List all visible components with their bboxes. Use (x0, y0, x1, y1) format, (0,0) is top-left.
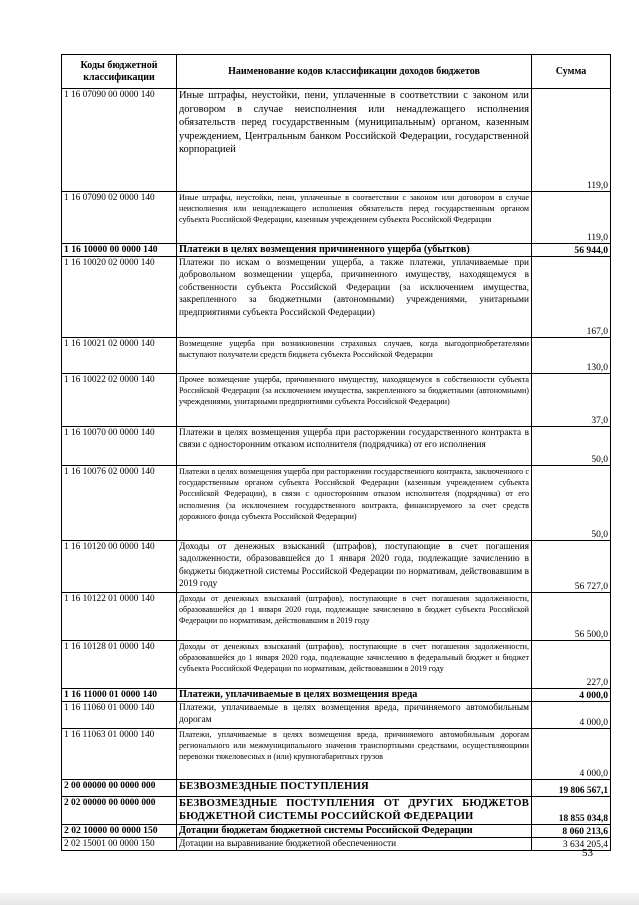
row-name: Платежи в целях возмещения ущерба при расторжении государственного контракта в связи с односторонним отказом исполнителя (подрядчика) от его исполнения (177, 427, 532, 466)
row-name: БЕЗВОЗМЕЗДНЫЕ ПОСТУПЛЕНИЯ ОТ ДРУГИХ БЮДЖЕТОВ БЮДЖЕТНОЙ СИСТЕМЫ РОССИЙСКОЙ ФЕДЕРАЦИИ (177, 797, 532, 825)
row-sum: 18 855 034,8 (532, 797, 611, 825)
row-sum: 56 500,0 (532, 593, 611, 641)
row-code: 1 16 07090 00 0000 140 (62, 89, 177, 192)
row-sum: 167,0 (532, 257, 611, 338)
row-code: 2 02 00000 00 0000 000 (62, 797, 177, 825)
header-name: Наименование кодов классификации доходов бюджетов (177, 55, 532, 89)
table-row (62, 729, 611, 780)
row-name: Доходы от денежных взысканий (штрафов), поступающие в счет погашения задолженности, образовавшейся до 1 января 2020 года, подлежащие зачислению в бюджет субъекта Российской Федерации по нормативам, действовавшим в 2019 году (177, 593, 532, 641)
row-code: 1 16 10021 02 0000 140 (62, 338, 177, 374)
row-code: 1 16 11060 01 0000 140 (62, 702, 177, 729)
row-name: Дотации бюджетам бюджетной системы Российской Федерации (177, 825, 532, 838)
row-name: Дотации на выравнивание бюджетной обеспеченности (177, 838, 532, 851)
header-code: Коды бюджетной классификации (62, 55, 177, 89)
page-number: 53 (582, 847, 593, 859)
table-row (62, 374, 611, 427)
table-row (62, 641, 611, 689)
table-row (62, 257, 611, 338)
row-name: Платежи, уплачиваемые в целях возмещения вреда, причиняемого автомобильным дорогам регионального или межмуниципального значения транспортными средствами, осуществляющими перевозки тяжеловесных и (или) крупногабаритных грузов (177, 729, 532, 780)
row-sum: 50,0 (532, 427, 611, 466)
row-sum: 130,0 (532, 338, 611, 374)
row-sum: 3 634 205,4 (532, 838, 611, 851)
row-name: Платежи в целях возмещения ущерба при расторжении государственного контракта, заключенного с государственным органом субъекта Российской Федерации (казенным учреждением субъекта Российской Федерации), в связи с односторонним отказом исполнителя (подрядчика) от его исполнения (за исключением государственного контракта, финансируемого за счет средств дорожного фонда субъекта Российской Федерации) (177, 466, 532, 541)
row-sum: 4 000,0 (532, 702, 611, 729)
row-code: 1 16 10122 01 0000 140 (62, 593, 177, 641)
table-header-row (62, 55, 611, 89)
table-row (62, 89, 611, 192)
row-sum: 50,0 (532, 466, 611, 541)
table-row (62, 541, 611, 593)
row-code: 1 16 10022 02 0000 140 (62, 374, 177, 427)
revenue-classification-table (61, 54, 611, 851)
row-name: Платежи в целях возмещения причиненного ущерба (убытков) (177, 244, 532, 257)
row-name: БЕЗВОЗМЕЗДНЫЕ ПОСТУПЛЕНИЯ (177, 780, 532, 797)
row-name: Доходы от денежных взысканий (штрафов), поступающие в счет погашения задолженности, образовавшейся до 1 января 2020 года, подлежащие зачислению в федеральный бюджет и бюджет субъекта Российской Федерации по нормативам, действовавшим в 2019 году (177, 641, 532, 689)
table-row (62, 797, 611, 825)
row-sum: 37,0 (532, 374, 611, 427)
row-sum: 56 944,0 (532, 244, 611, 257)
row-code: 2 00 00000 00 0000 000 (62, 780, 177, 797)
table-row (62, 702, 611, 729)
row-code: 1 16 10000 00 0000 140 (62, 244, 177, 257)
table-row (62, 338, 611, 374)
row-name: Платежи, уплачиваемые в целях возмещения вреда (177, 689, 532, 702)
row-sum: 56 727,0 (532, 541, 611, 593)
row-code: 2 02 15001 00 0000 150 (62, 838, 177, 851)
row-sum: 8 060 213,6 (532, 825, 611, 838)
table-row (62, 427, 611, 466)
row-name: Иные штрафы, неустойки, пени, уплаченные в соответствии с законом или договором в случае неисполнения или ненадлежащего исполнения обязательств перед государственным органом субъекта Российской Федерации, казенным учреждением субъекта Российской Федерации (177, 192, 532, 244)
scan-bottom-edge (0, 893, 639, 905)
table-row (62, 780, 611, 797)
table-row (62, 593, 611, 641)
row-sum: 4 000,0 (532, 689, 611, 702)
row-sum: 19 806 567,1 (532, 780, 611, 797)
row-code: 1 16 10070 00 0000 140 (62, 427, 177, 466)
row-code: 1 16 10020 02 0000 140 (62, 257, 177, 338)
table-row (62, 838, 611, 851)
table-row (62, 192, 611, 244)
row-code: 2 02 10000 00 0000 150 (62, 825, 177, 838)
row-name: Возмещение ущерба при возникновении страховых случаев, когда выгодоприобретателями выступают получатели средств бюджета субъекта Российской Федерации (177, 338, 532, 374)
table-row (62, 244, 611, 257)
row-sum: 119,0 (532, 192, 611, 244)
row-code: 1 16 10076 02 0000 140 (62, 466, 177, 541)
row-name: Доходы от денежных взысканий (штрафов), поступающие в счет погашения задолженности, образовавшейся до 1 января 2020 года, подлежащие зачислению в бюджеты бюджетной системы Российской Федерации по нормативам, действовавшим в 2019 году (177, 541, 532, 593)
row-name: Иные штрафы, неустойки, пени, уплаченные в соответствии с законом или договором в случае неисполнения или ненадлежащего исполнения обязательств перед государственным (муниципальным) органом, казенным учреждением, Центральным банком Российской Федерации, государственной корпорацией (177, 89, 532, 192)
header-sum: Сумма (532, 55, 611, 89)
table-row (62, 466, 611, 541)
table-row (62, 689, 611, 702)
row-name: Платежи, уплачиваемые в целях возмещения вреда, причиняемого автомобильным дорогам (177, 702, 532, 729)
row-sum: 119,0 (532, 89, 611, 192)
row-sum: 227,0 (532, 641, 611, 689)
row-name: Платежи по искам о возмещении ущерба, а также платежи, уплачиваемые при добровольном возмещении ущерба, причиненного имуществу, находящемуся в собственности субъекта Российской Федерации (за исключением имущества, закрепленного за бюджетными (автономными) учреждениями, унитарными предприятиями субъекта Российской Федерации) (177, 257, 532, 338)
row-code: 1 16 11063 01 0000 140 (62, 729, 177, 780)
row-name: Прочее возмещение ущерба, причиненного имуществу, находящемуся в собственности субъекта Российской Федерации (за исключением имущества, закрепленного за бюджетными (автономными) учреждениями, унитарными предприятиями субъекта Российской Федерации) (177, 374, 532, 427)
table-row (62, 825, 611, 838)
row-code: 1 16 10120 00 0000 140 (62, 541, 177, 593)
row-sum: 4 000,0 (532, 729, 611, 780)
row-code: 1 16 07090 02 0000 140 (62, 192, 177, 244)
row-code: 1 16 10128 01 0000 140 (62, 641, 177, 689)
row-code: 1 16 11000 01 0000 140 (62, 689, 177, 702)
